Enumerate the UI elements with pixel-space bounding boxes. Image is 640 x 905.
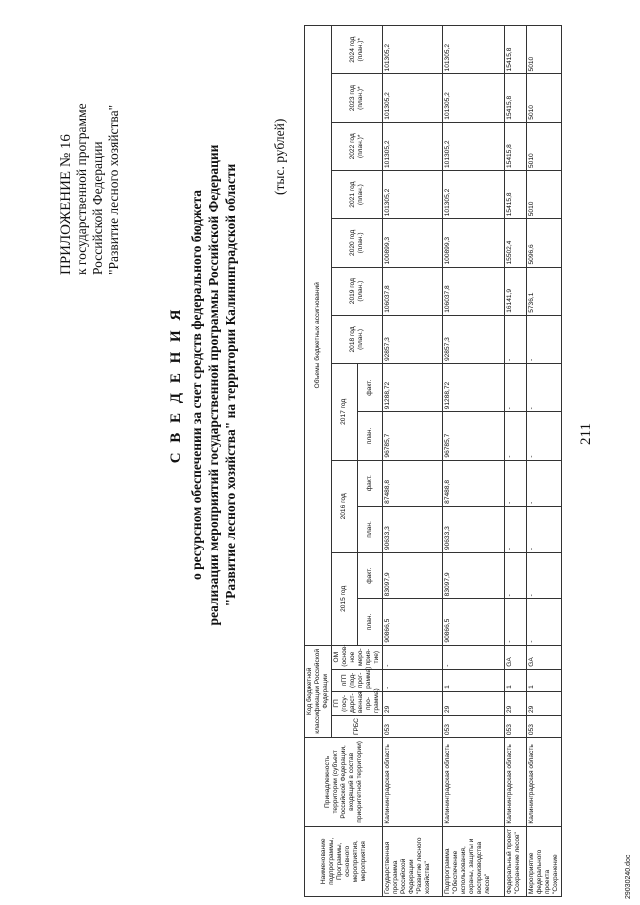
table-cell-f2016: - [527,460,562,506]
header-codes: Код бюджетной классификации Российской Федерации [305,645,332,738]
table-cell-f2017: - [505,364,527,412]
header-2018: 2018 год (план.) [332,315,383,363]
table-cell-y2021: 5010 [527,170,562,218]
table-cell-territory: Калининградская область [383,738,443,827]
table-cell-y2021: 15415,8 [505,170,527,218]
table-cell-y2024: 101305,2 [383,26,443,74]
table-cell-territory: Калининградская область [527,738,562,827]
header-gp: ГП (госу-дарст-венная про-грамма) [332,691,383,715]
table-row [443,26,505,897]
table-cell-om: - [443,645,505,669]
table-cell-gp: 29 [443,691,505,715]
table-cell-y2018: - [505,315,527,363]
table-cell-om: GA [505,645,527,669]
header-2016: 2016 год [332,460,358,553]
table-cell-y2022: 5010 [527,122,562,170]
header-plan: план. [357,412,383,460]
table-cell-f2017: 91288,72 [383,364,443,412]
table-cell-pgp: 1 [527,669,562,691]
table-cell-y2023: 101305,2 [443,74,505,122]
table-cell-name: Подпрограмма "Обеспечение использования, охраны, защиты и воспроизводства лесов" [443,826,505,896]
table-cell-p2016: - [505,506,527,552]
table-cell-om: GA [527,645,562,669]
table-cell-gp: 29 [505,691,527,715]
header-2015: 2015 год [332,553,358,646]
header-name: Наименование подпрограммы, Программы, основного мероприятия, мероприятия [305,826,383,896]
table-cell-y2018: 92857,3 [383,315,443,363]
appendix-line: "Развитие лесного хозяйства" [106,104,121,275]
table-cell-grbs: 053 [443,715,505,737]
appendix-line: Российской Федерации [90,141,105,275]
table-cell-y2020: 5096,6 [527,219,562,267]
table-cell-y2020: 15502,4 [505,219,527,267]
header-fact: факт. [357,553,383,599]
table-cell-y2023: 15415,8 [505,74,527,122]
table-cell-p2015: 90866,5 [443,599,505,645]
table-cell-om: - [383,645,443,669]
header-volumes: Объемы бюджетных ассигнований [305,26,332,646]
table-cell-y2021: 101305,2 [383,170,443,218]
appendix-line: к государственной программе [74,103,89,275]
table-cell-p2016: 90633,3 [443,506,505,552]
table-cell-name: Мероприятие федерального проекта "Сохранение [527,826,562,896]
header-2022: 2022 год (план.)* [332,122,383,170]
table-cell-pgp: - [383,669,443,691]
table-cell-y2023: 5010 [527,74,562,122]
table-cell-f2015: 83097,9 [443,553,505,599]
table-cell-y2019: 5736,1 [527,267,562,315]
table-cell-y2020: 100899,3 [383,219,443,267]
table-cell-y2020: 100899,3 [443,219,505,267]
table-cell-pgp: 1 [505,669,527,691]
document-title [168,105,239,665]
table-cell-y2021: 101305,2 [443,170,505,218]
appendix-block [58,15,122,275]
table-cell-f2016: - [505,460,527,506]
table-cell-y2018: - [527,315,562,363]
table-cell-f2015: - [505,553,527,599]
title-line: реализации мероприятий государственной программы Российской Федерации [206,144,221,626]
table-cell-grbs: 053 [505,715,527,737]
table-cell-y2019: 16141,9 [505,267,527,315]
table-cell-f2015: - [527,553,562,599]
table-cell-p2016: - [527,506,562,552]
table-cell-p2017: - [505,412,527,460]
header-2024: 2024 год (план.)* [332,26,383,74]
footer-filename: 29030240.doc [625,854,632,899]
table-cell-y2024: 101305,2 [443,26,505,74]
title-heading: С В Е Д Е Н И Я [168,306,184,464]
table-cell-y2022: 15415,8 [505,122,527,170]
table-cell-territory: Калининградская область [443,738,505,827]
table-cell-p2015: - [527,599,562,645]
header-pgp: пГП (под-прог-рамма) [332,669,383,691]
header-plan: план. [357,599,383,645]
table-row [383,26,443,897]
table-cell-f2017: 91288,72 [443,364,505,412]
table-cell-y2019: 106037,8 [443,267,505,315]
header-plan: план. [357,506,383,552]
table-cell-name: Федеральный проект "Сохранение лесов" [505,826,527,896]
table-cell-f2016: 87488,8 [443,460,505,506]
table-cell-f2016: 87488,8 [383,460,443,506]
table-cell-p2017: 96785,7 [383,412,443,460]
table-cell-y2018: 92857,3 [443,315,505,363]
table-cell-grbs: 053 [527,715,562,737]
table-cell-y2024: 15415,8 [505,26,527,74]
table-cell-p2015: 90866,5 [383,599,443,645]
table-cell-f2015: 83097,9 [383,553,443,599]
table-cell-y2022: 101305,2 [443,122,505,170]
table-row [527,26,562,897]
header-fact: факт. [357,460,383,506]
header-om: ОМ (основ-ное меро-прия-тие) [332,645,383,669]
table-cell-pgp: 1 [443,669,505,691]
table-cell-name: Государственная программа Российской Федерации "Развитие лесного хозяйства" [383,826,443,896]
appendix-title: ПРИЛОЖЕНИЕ № 16 [58,134,74,275]
table-cell-y2019: 106037,8 [383,267,443,315]
table-cell-gp: 29 [383,691,443,715]
funding-table [304,25,562,897]
header-territory: Принадлежность территории (субъект Российской Федерации, входящий в состав приоритетной территории) [305,738,383,827]
table-cell-p2017: 96785,7 [443,412,505,460]
header-grbs: ГРБС [332,715,383,737]
table-body [383,26,562,897]
title-line: "Развитие лесного хозяйства" на территории Калининградской области [223,163,238,607]
header-2021: 2021 год (план.) [332,170,383,218]
table-cell-y2024: 5010 [527,26,562,74]
rotated-page: 211 ПРИЛОЖЕНИЕ № 16 к государственной программе Российской Федерации "Развитие лесного хозяйства" С В Е Д Е Н И Я о ресурсном обеспечении за счет средств федерального бюджета реализации мероприятий государственной программы Российской Федерации "Развитие лесного хозяйства" на территории Калининградской области (тыс. рублей) Наименование подпрограммы, Программы, основного мероприятия, мероприятия Принадлежность территории (субъект Российской Федерации, входящий в состав приоритетной территории) Код бюджетной классификации Российской Федерации Объемы бюджетных ассигнований ГРБС ГП (госу-дарст-венная про-грамма) пГП (под-прог-рамма) ОМ (основ-ное меро-прия-тие) 2015 год 2016 год 2017 год 2018 год (план.) 2019 год (план.) 2020 год (план.) 2021 год (план.) 2022 год (план.)* 2023 год (план.)* 2024 год (план.)* план. факт. план. факт. план. факт. Государственная программа Российской Федерации "Развитие лесного хозяйства" Калининградская область 053 29 - - 90866,5 83097,9 90633,3 87488,8 96785,7 91288,72 92857,3 106037,8 100899,3 101305,2 101305,2 101305,2 101305,2 Подпрограмма "Обеспечение использования, охраны, защиты и воспроизводства лесов" Калининградская область 053 29 1 - 90866,5 83097,9 90633,3 87488,8 96785,7 91288,72 92857,3 106037,8 100899,3 101305,2 101305,2 101305,2 101305,2 Федеральный проект "Сохранение лесов" Калининградская область 053 29 1 GA - - - - - - - 16141,9 15502,4 15415,8 15415,8 15415,8 15415,8 Мероприятие федерального проекта "Сохранение Калининградская область 053 29 1 GA - - - - - - - 5736,1 5096,6 5010 5010 5010 5010 29030240.doc [0,0,640,905]
header-2017: 2017 год [332,364,358,461]
header-2023: 2023 год (план.)* [332,74,383,122]
title-line: о ресурсном обеспечении за счет средств федерального бюджета [189,189,204,581]
table-cell-p2017: - [527,412,562,460]
table-cell-gp: 29 [527,691,562,715]
header-fact: факт. [357,364,383,412]
header-2020: 2020 год (план.) [332,219,383,267]
table-cell-p2015: - [505,599,527,645]
table-cell-grbs: 053 [383,715,443,737]
table-cell-y2023: 101305,2 [383,74,443,122]
header-2019: 2019 год (план.) [332,267,383,315]
table-cell-p2016: 90633,3 [383,506,443,552]
table-cell-y2022: 101305,2 [383,122,443,170]
table-cell-territory: Калининградская область [505,738,527,827]
table-row [505,26,527,897]
table-cell-f2017: - [527,364,562,412]
units-label: (тыс. рублей) [272,118,287,195]
